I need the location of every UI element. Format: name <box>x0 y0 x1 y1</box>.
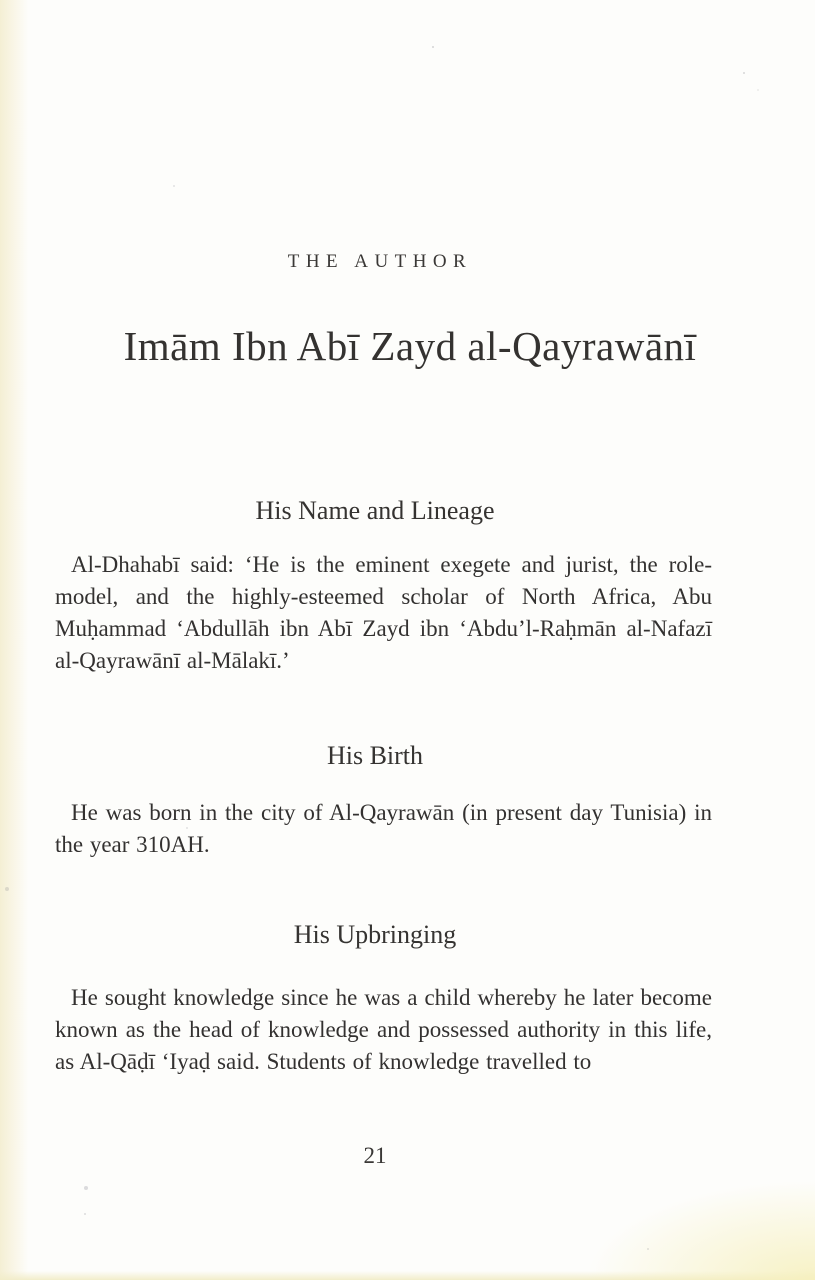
section-paragraph-birth: He was born in the city of Al-Qayrawān (in present day Tunisia) in the year 310AH. <box>55 800 712 857</box>
page-corner-glow <box>585 1180 815 1280</box>
page-edge-left <box>0 0 30 1280</box>
scan-speckles <box>0 0 2 2</box>
section-paragraph-name-and-lineage: Al-Dhahabī said: ‘He is the eminent exegete and jurist, the role-model, and the highly-esteemed scholar of North Africa, Abu Muḥammad ‘Abdullāh ibn Abī Zayd ibn ‘Abdu’l-Raḥmān al-Nafazī al-Qayrawānī al-Mālakī.’ <box>55 552 712 673</box>
chapter-kicker: THE AUTHOR <box>287 251 473 272</box>
section-heading-birth: His Birth <box>326 741 424 770</box>
section-heading-upbringing: His Upbringing <box>293 920 457 949</box>
section-heading-name-and-lineage: His Name and Lineage <box>255 496 495 525</box>
chapter-title: Imām Ibn Abī Zayd al-Qayrawānī <box>123 323 697 369</box>
section-paragraph-upbringing: He sought knowledge since he was a child whereby he later become known as the head of knowledge and possessed authority in this life, as Al-Qāḍī ‘Iyaḍ said. Students of knowledge travelled to <box>55 985 712 1074</box>
page-number: 21 <box>363 1143 387 1168</box>
